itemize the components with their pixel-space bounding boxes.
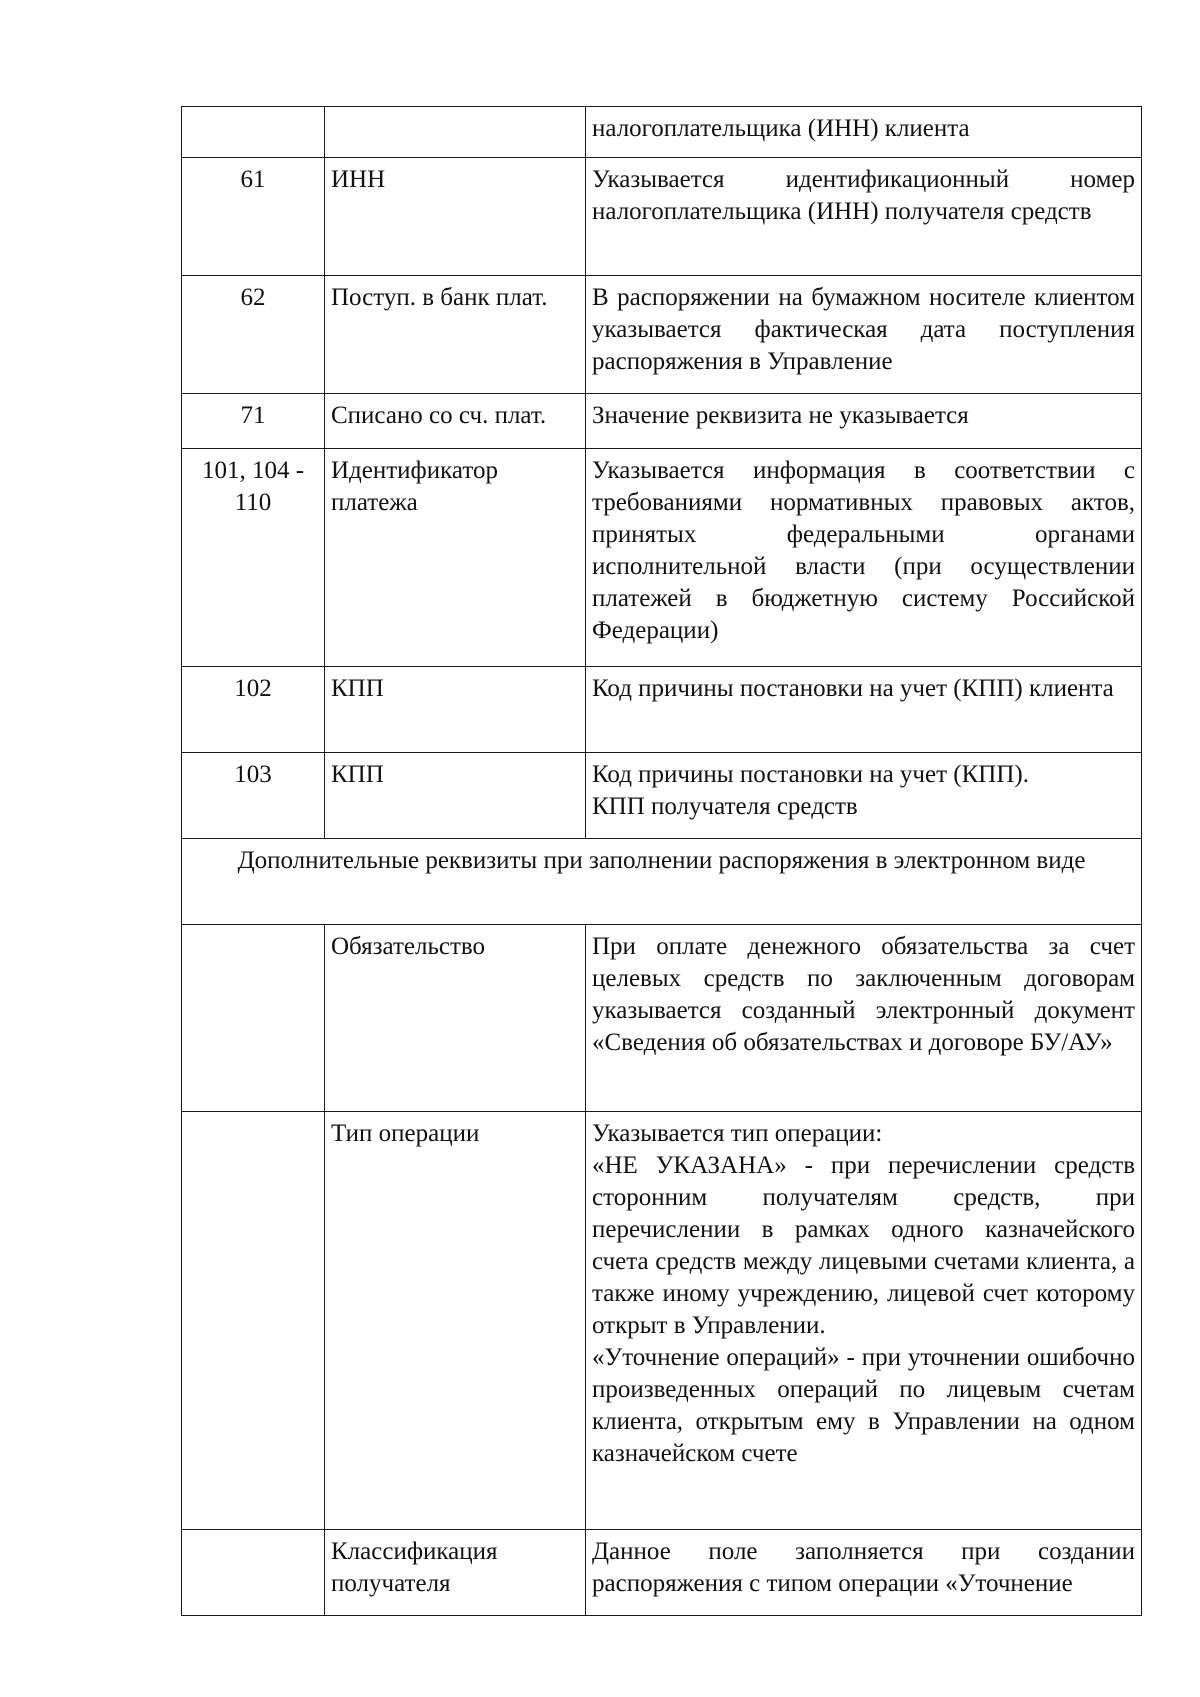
field-name: Поступ. в банк плат. bbox=[325, 276, 586, 394]
field-description bbox=[586, 1530, 1142, 1616]
field-name: Тип операции bbox=[325, 1112, 586, 1530]
row-number: 62 bbox=[182, 276, 325, 394]
table-row bbox=[182, 276, 1142, 394]
description-paragraph: Указывается информация в соответствии с требованиями нормативных правовых актов, принятых федеральными органами исполнительной власти (при осуществлении платежей в бюджетную систему Российской Федерации) bbox=[592, 457, 1135, 644]
section-header: Дополнительные реквизиты при заполнении распоряжения в электронном виде bbox=[182, 839, 1142, 925]
row-number bbox=[182, 1530, 325, 1616]
field-name: Обязательство bbox=[325, 925, 586, 1112]
description-paragraph: «Уточнение операций» - при уточнении ошибочно произведенных операций по лицевым счетам клиента, открытым ему в Управлении на одном казначейском счете bbox=[592, 1344, 1135, 1467]
table-row bbox=[182, 449, 1142, 667]
field-description bbox=[586, 449, 1142, 667]
field-name: Идентификатор платежа bbox=[325, 449, 586, 667]
field-description bbox=[586, 1112, 1142, 1530]
row-number: 61 bbox=[182, 158, 325, 276]
table-row bbox=[182, 107, 1142, 158]
row-number bbox=[182, 925, 325, 1112]
row-number: 103 bbox=[182, 753, 325, 839]
field-description bbox=[586, 925, 1142, 1112]
section-header-row bbox=[182, 839, 1142, 925]
table-row bbox=[182, 1112, 1142, 1530]
row-number bbox=[182, 1112, 325, 1530]
description-paragraph: Код причины постановки на учет (КПП) клиента bbox=[592, 675, 1114, 702]
description-line: Код причины постановки на учет (КПП). bbox=[592, 761, 1029, 788]
row-number bbox=[182, 107, 325, 158]
table-row bbox=[182, 158, 1142, 276]
row-number: 101, 104 - 110 bbox=[182, 449, 325, 667]
field-description bbox=[586, 107, 1142, 158]
field-name: ИНН bbox=[325, 158, 586, 276]
field-description bbox=[586, 158, 1142, 276]
field-description bbox=[586, 276, 1142, 394]
table-row bbox=[182, 667, 1142, 753]
field-description bbox=[586, 667, 1142, 753]
field-name: Списано со сч. плат. bbox=[325, 394, 586, 449]
description-paragraph: Указывается идентификационный номер налогоплательщика (ИНН) получателя средств bbox=[592, 166, 1135, 225]
requisites-table bbox=[181, 106, 1142, 1616]
table-row bbox=[182, 1530, 1142, 1616]
description-paragraph: Данное поле заполняется при создании распоряжения с типом операции «Уточнение bbox=[592, 1538, 1135, 1597]
description-paragraph: налогоплательщика (ИНН) клиента bbox=[592, 115, 970, 142]
row-number: 102 bbox=[182, 667, 325, 753]
field-description bbox=[586, 753, 1142, 839]
table-row bbox=[182, 925, 1142, 1112]
field-name: Классификация получателя bbox=[325, 1530, 586, 1616]
table-row bbox=[182, 394, 1142, 449]
field-description bbox=[586, 394, 1142, 449]
description-line: Указывается тип операции: bbox=[592, 1120, 883, 1147]
row-number: 71 bbox=[182, 394, 325, 449]
table-row bbox=[182, 753, 1142, 839]
field-name bbox=[325, 107, 586, 158]
field-name: КПП bbox=[325, 667, 586, 753]
field-name: КПП bbox=[325, 753, 586, 839]
description-paragraph: При оплате денежного обязательства за счет целевых средств по заключенным договорам указывается созданный электронный документ «Сведения об обязательствах и договоре БУ/АУ» bbox=[592, 933, 1135, 1056]
description-line: КПП получателя средств bbox=[592, 793, 858, 820]
description-paragraph: В распоряжении на бумажном носителе клиентом указывается фактическая дата поступления распоряжения в Управление bbox=[592, 284, 1135, 375]
description-paragraph: Значение реквизита не указывается bbox=[592, 402, 969, 429]
description-paragraph: «НЕ УКАЗАНА» - при перечислении средств сторонним получателям средств, при перечислении в рамках одного казначейского счета средств между лицевыми счетами клиента, а также иному учреждению, лицевой счет которому открыт в Управлении. bbox=[592, 1152, 1135, 1339]
